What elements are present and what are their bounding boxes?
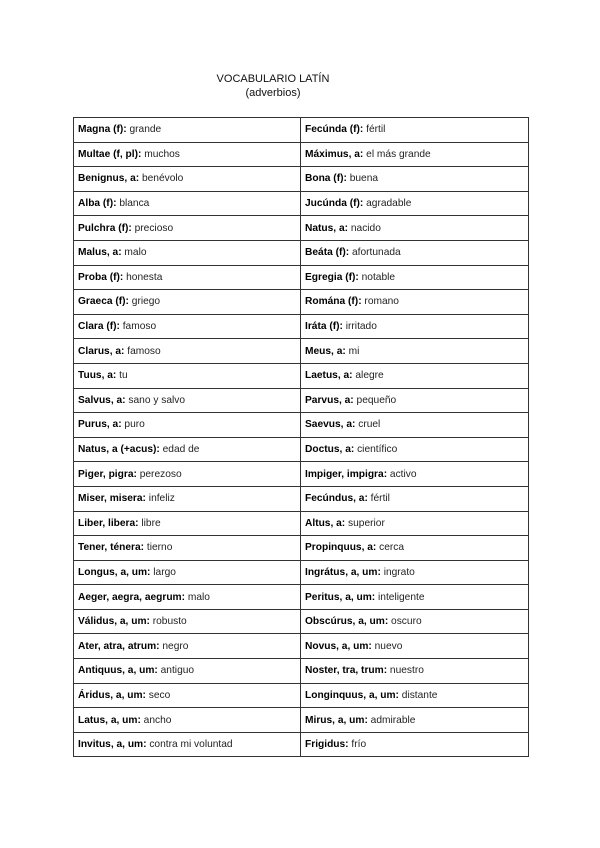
vocab-cell-right xyxy=(301,486,529,511)
vocab-cell-right xyxy=(301,290,529,315)
latin-term: Novus, a, um: xyxy=(305,640,372,652)
vocab-cell-left xyxy=(74,609,301,634)
latin-term: Saevus, a: xyxy=(305,419,356,431)
spanish-meaning: ancho xyxy=(140,714,172,726)
latin-term: Fecúnda (f): xyxy=(305,124,364,136)
latin-term: Antiquus, a, um: xyxy=(78,665,158,677)
latin-term: Iráta (f): xyxy=(305,321,343,333)
vocab-cell-left xyxy=(74,413,301,438)
vocab-cell-left xyxy=(74,118,301,143)
latin-term: Multae (f, pl): xyxy=(78,148,142,160)
spanish-meaning: romano xyxy=(361,296,399,308)
vocab-cell-left xyxy=(74,265,301,290)
latin-term: Miser, misera: xyxy=(78,493,146,505)
spanish-meaning: malo xyxy=(121,247,147,259)
spanish-meaning: cruel xyxy=(355,419,381,431)
table-row xyxy=(74,462,529,487)
spanish-meaning: agradable xyxy=(363,198,412,210)
vocab-cell-right xyxy=(301,437,529,462)
spanish-meaning: oscuro xyxy=(388,616,422,628)
spanish-meaning: superior xyxy=(345,517,385,529)
vocab-cell-right xyxy=(301,659,529,684)
spanish-meaning: robusto xyxy=(149,616,187,628)
vocab-cell-left xyxy=(74,167,301,192)
latin-term: Altus, a: xyxy=(305,517,346,529)
latin-term: Áridus, a, um: xyxy=(78,689,146,701)
latin-term: Obscúrus, a, um: xyxy=(305,616,389,628)
vocab-cell-right xyxy=(301,142,529,167)
latin-term: Beáta (f): xyxy=(305,247,350,259)
spanish-meaning: muchos xyxy=(141,148,180,160)
vocab-cell-right xyxy=(301,118,529,143)
spanish-meaning: honesta xyxy=(123,271,163,283)
vocab-cell-right xyxy=(301,732,529,757)
vocab-cell-left xyxy=(74,585,301,610)
spanish-meaning: científico xyxy=(354,444,398,456)
spanish-meaning: famoso xyxy=(124,345,161,357)
spanish-meaning: seco xyxy=(145,689,171,701)
spanish-meaning: notable xyxy=(358,271,396,283)
vocab-cell-left xyxy=(74,708,301,733)
vocab-cell-left xyxy=(74,363,301,388)
spanish-meaning: fértil xyxy=(367,493,390,505)
table-row xyxy=(74,216,529,241)
table-row xyxy=(74,339,529,364)
spanish-meaning: nacido xyxy=(348,222,381,234)
vocab-cell-right xyxy=(301,560,529,585)
latin-term: Salvus, a: xyxy=(78,394,126,406)
latin-term: Noster, tra, trum: xyxy=(305,665,388,677)
latin-term: Benignus, a: xyxy=(78,173,140,185)
vocab-cell-right xyxy=(301,462,529,487)
latin-term: Longinquus, a, um: xyxy=(305,689,399,701)
table-row xyxy=(74,437,529,462)
spanish-meaning: tierno xyxy=(144,542,173,554)
latin-term: Alba (f): xyxy=(78,198,117,210)
spanish-meaning: inteligente xyxy=(375,591,425,603)
table-row xyxy=(74,167,529,192)
vocab-cell-right xyxy=(301,634,529,659)
latin-term: Meus, a: xyxy=(305,345,346,357)
vocab-cell-right xyxy=(301,363,529,388)
vocab-cell-left xyxy=(74,511,301,536)
latin-term: Romána (f): xyxy=(305,296,362,308)
spanish-meaning: contra mi voluntad xyxy=(146,739,233,751)
latin-term: Válidus, a, um: xyxy=(78,616,150,628)
vocab-cell-right xyxy=(301,683,529,708)
latin-term: Magna (f): xyxy=(78,124,127,136)
latin-term: Graeca (f): xyxy=(78,296,129,308)
table-row xyxy=(74,486,529,511)
latin-term: Frigidus: xyxy=(305,739,349,751)
vocab-cell-left xyxy=(74,142,301,167)
spanish-meaning: sano y salvo xyxy=(125,394,186,406)
table-row xyxy=(74,659,529,684)
vocab-cell-right xyxy=(301,265,529,290)
table-row xyxy=(74,708,529,733)
table-row xyxy=(74,536,529,561)
spanish-meaning: malo xyxy=(185,591,210,603)
latin-term: Doctus, a: xyxy=(305,444,355,456)
spanish-meaning: libre xyxy=(138,517,161,529)
vocab-cell-left xyxy=(74,486,301,511)
latin-term: Propinquus, a: xyxy=(305,542,377,554)
table-row xyxy=(74,142,529,167)
table-row xyxy=(74,388,529,413)
latin-term: Clarus, a: xyxy=(78,345,125,357)
spanish-meaning: activo xyxy=(387,468,417,480)
vocab-cell-right xyxy=(301,191,529,216)
vocab-cell-left xyxy=(74,339,301,364)
latin-term: Natus, a: xyxy=(305,222,349,234)
latin-term: Natus, a (+acus): xyxy=(78,444,160,456)
document-subtitle: (adverbios) xyxy=(245,87,301,99)
latin-term: Mirus, a, um: xyxy=(305,714,368,726)
latin-term: Fecúndus, a: xyxy=(305,493,368,505)
latin-term: Liber, libera: xyxy=(78,517,139,529)
spanish-meaning: antiguo xyxy=(157,665,195,677)
table-row xyxy=(74,240,529,265)
latin-term: Tener, ténera: xyxy=(78,542,145,554)
table-row xyxy=(74,511,529,536)
spanish-meaning: afortunada xyxy=(349,247,401,259)
latin-term: Parvus, a: xyxy=(305,394,354,406)
latin-term: Tuus, a: xyxy=(78,370,117,382)
spanish-meaning: griego xyxy=(128,296,161,308)
spanish-meaning: frío xyxy=(348,739,367,751)
vocab-cell-right xyxy=(301,314,529,339)
spanish-meaning: mi xyxy=(345,345,360,357)
latin-term: Impiger, impigra: xyxy=(305,468,388,480)
latin-term: Peritus, a, um: xyxy=(305,591,376,603)
spanish-meaning: largo xyxy=(150,566,176,578)
vocab-cell-left xyxy=(74,683,301,708)
spanish-meaning: edad de xyxy=(159,444,200,456)
vocab-cell-left xyxy=(74,634,301,659)
spanish-meaning: admirable xyxy=(367,714,416,726)
latin-term: Invitus, a, um: xyxy=(78,739,147,751)
spanish-meaning: alegre xyxy=(352,370,384,382)
vocab-cell-left xyxy=(74,240,301,265)
latin-term: Clara (f): xyxy=(78,321,120,333)
vocab-cell-left xyxy=(74,462,301,487)
vocab-cell-right xyxy=(301,585,529,610)
spanish-meaning: puro xyxy=(121,419,145,431)
latin-term: Ater, atra, atrum: xyxy=(78,640,160,652)
vocab-cell-right xyxy=(301,609,529,634)
vocab-cell-left xyxy=(74,437,301,462)
vocabulary-table xyxy=(73,117,529,757)
table-row xyxy=(74,290,529,315)
vocabulary-table-body xyxy=(74,118,529,757)
table-row xyxy=(74,118,529,143)
vocab-cell-left xyxy=(74,560,301,585)
table-row xyxy=(74,413,529,438)
latin-term: Latus, a, um: xyxy=(78,714,141,726)
table-row xyxy=(74,314,529,339)
vocab-cell-left xyxy=(74,290,301,315)
latin-term: Egregia (f): xyxy=(305,271,359,283)
table-row xyxy=(74,585,529,610)
latin-term: Bona (f): xyxy=(305,173,347,185)
vocab-cell-left xyxy=(74,536,301,561)
vocab-cell-left xyxy=(74,314,301,339)
latin-term: Ingrátus, a, um: xyxy=(305,566,381,578)
vocab-cell-left xyxy=(74,216,301,241)
spanish-meaning: nuestro xyxy=(387,665,424,677)
spanish-meaning: buena xyxy=(346,173,379,185)
table-row xyxy=(74,732,529,757)
table-row xyxy=(74,634,529,659)
vocab-cell-right xyxy=(301,216,529,241)
document-title: VOCABULARIO LATÍN xyxy=(216,73,330,85)
vocab-cell-left xyxy=(74,388,301,413)
latin-term: Jucúnda (f): xyxy=(305,198,364,210)
spanish-meaning: blanca xyxy=(116,198,150,210)
spanish-meaning: irritado xyxy=(342,321,377,333)
vocab-cell-right xyxy=(301,536,529,561)
document-header xyxy=(0,72,546,100)
vocab-cell-right xyxy=(301,240,529,265)
spanish-meaning: tu xyxy=(116,370,128,382)
spanish-meaning: benévolo xyxy=(139,173,184,185)
latin-term: Laetus, a: xyxy=(305,370,353,382)
vocab-cell-left xyxy=(74,191,301,216)
spanish-meaning: el más grande xyxy=(363,148,431,160)
latin-term: Longus, a, um: xyxy=(78,566,151,578)
vocab-cell-right xyxy=(301,167,529,192)
vocab-cell-right xyxy=(301,708,529,733)
spanish-meaning: cerca xyxy=(376,542,405,554)
latin-term: Malus, a: xyxy=(78,247,122,259)
spanish-meaning: perezoso xyxy=(136,468,182,480)
spanish-meaning: pequeño xyxy=(353,394,397,406)
latin-term: Aeger, aegra, aegrum: xyxy=(78,591,186,603)
latin-term: Proba (f): xyxy=(78,271,124,283)
table-row xyxy=(74,363,529,388)
spanish-meaning: famoso xyxy=(119,321,157,333)
spanish-meaning: nuevo xyxy=(371,640,403,652)
spanish-meaning: grande xyxy=(126,124,162,136)
latin-term: Pulchra (f): xyxy=(78,222,132,234)
vocab-cell-right xyxy=(301,413,529,438)
latin-term: Piger, pigra: xyxy=(78,468,137,480)
spanish-meaning: ingrato xyxy=(380,566,415,578)
spanish-meaning: infeliz xyxy=(145,493,175,505)
vocab-cell-right xyxy=(301,388,529,413)
vocab-cell-right xyxy=(301,339,529,364)
spanish-meaning: distante xyxy=(398,689,438,701)
latin-term: Máximus, a: xyxy=(305,148,364,160)
table-row xyxy=(74,560,529,585)
table-row xyxy=(74,609,529,634)
spanish-meaning: fértil xyxy=(363,124,386,136)
spanish-meaning: negro xyxy=(159,640,189,652)
table-row xyxy=(74,191,529,216)
table-row xyxy=(74,265,529,290)
table-row xyxy=(74,683,529,708)
vocab-cell-left xyxy=(74,732,301,757)
vocab-cell-right xyxy=(301,511,529,536)
vocab-cell-left xyxy=(74,659,301,684)
latin-term: Purus, a: xyxy=(78,419,122,431)
spanish-meaning: precioso xyxy=(131,222,174,234)
